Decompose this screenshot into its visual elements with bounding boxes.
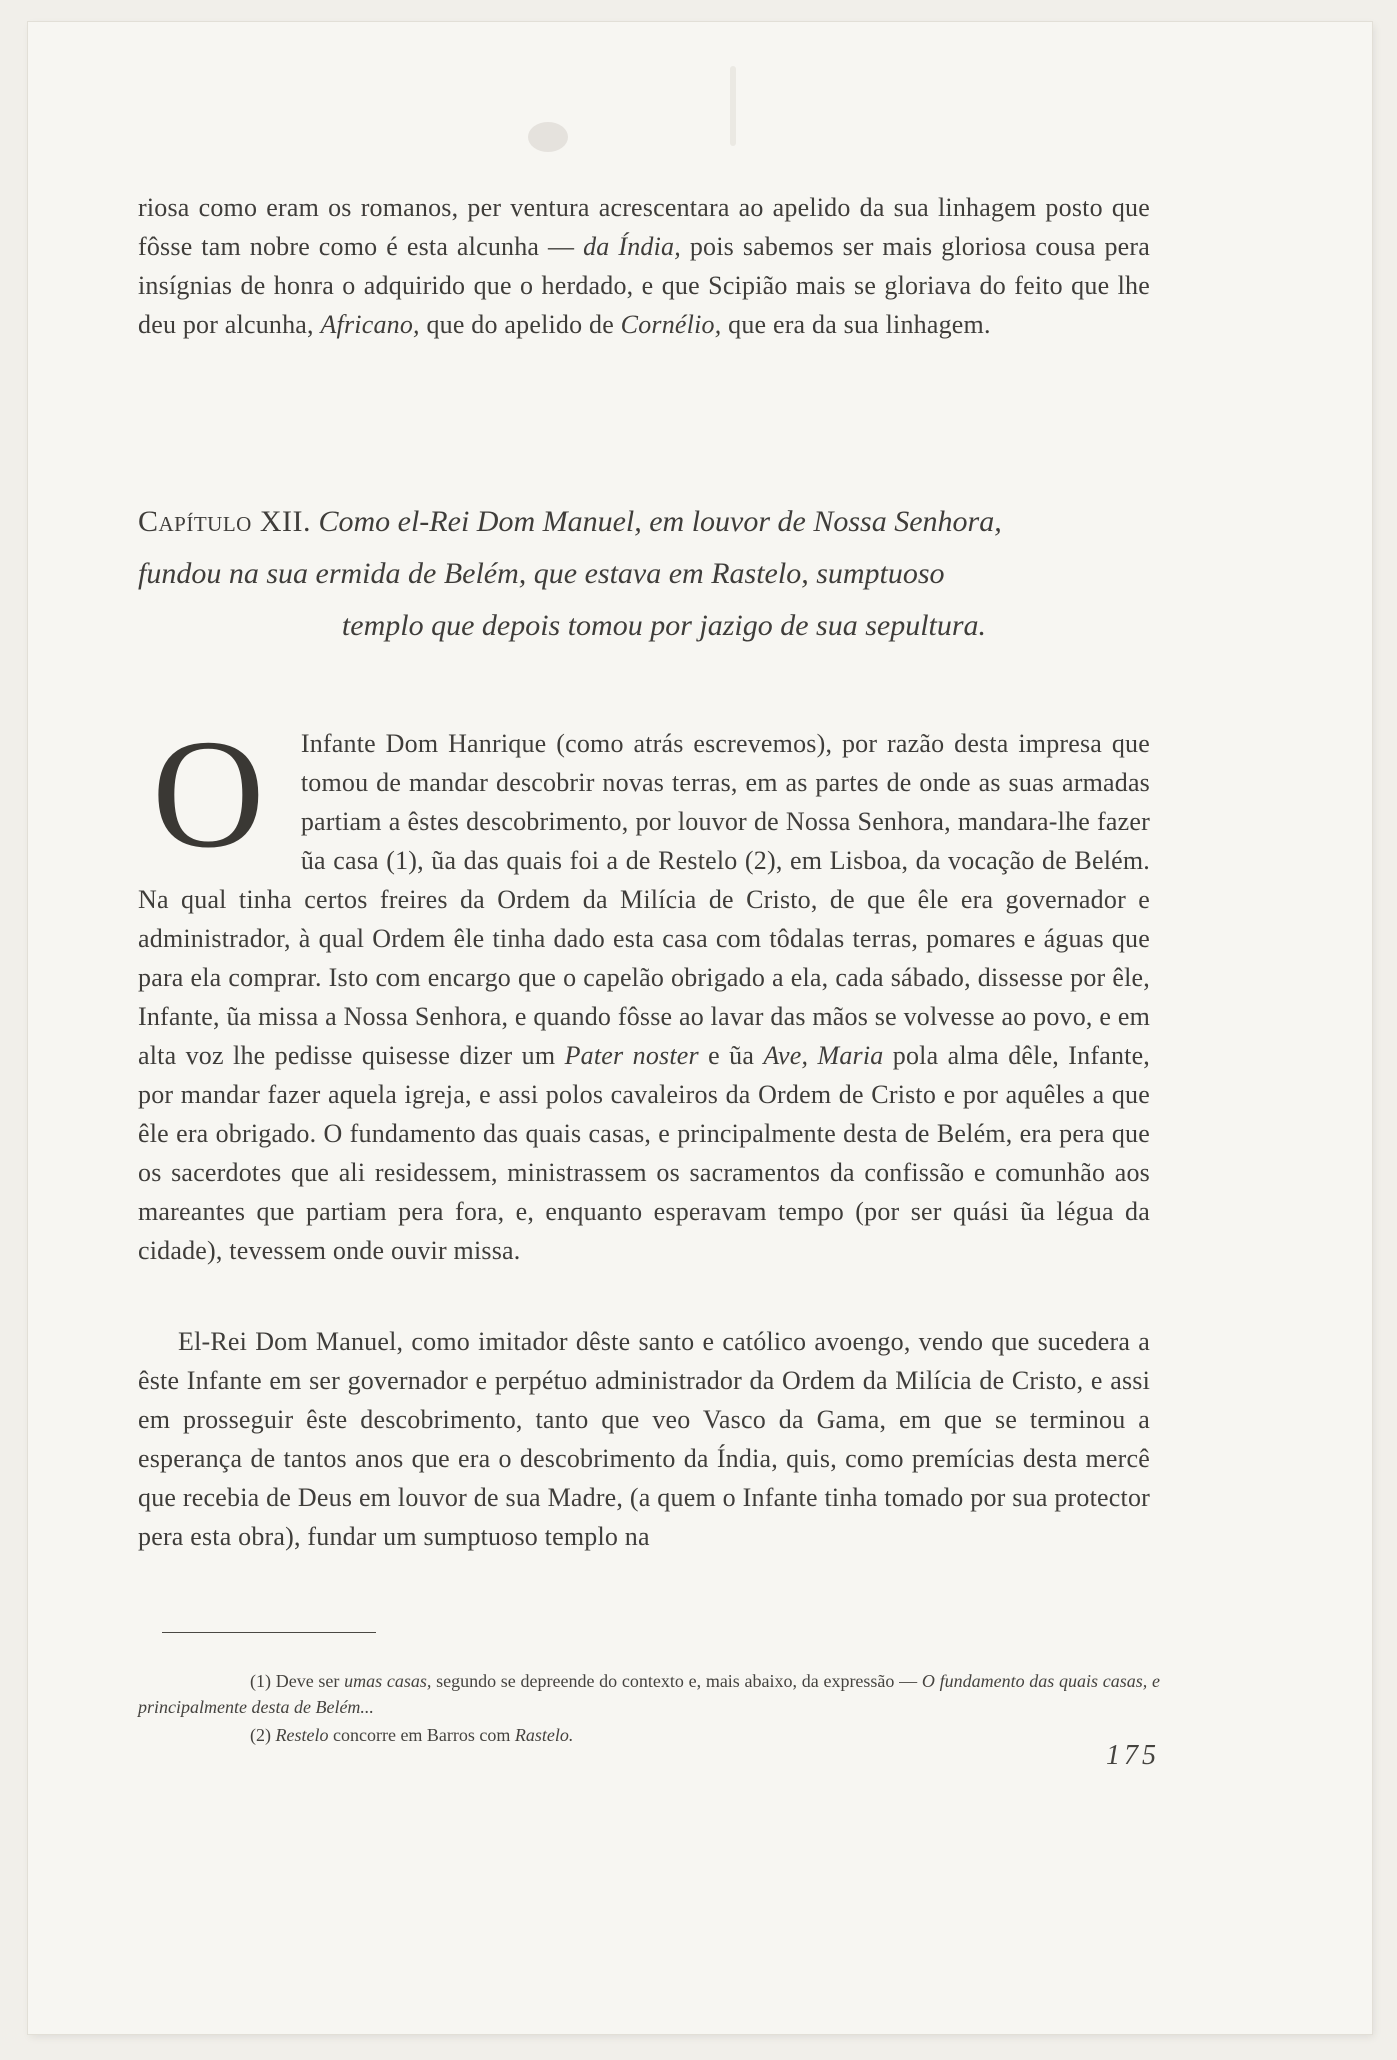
text-segment: pola alma dêle, Infante, por mandar fazer aquela igreja, e assi polos cavaleiros da Ordem de Cristo e por aquêles a que êle era obrigado. O fundamento das quais casas, e principalmente desta de Belém, era pera que os sacerdotes que ali residessem, ministrassem os sacramentos da confissão e comunhão aos mareantes que partiam pera fora, e, enquanto esperavam tempo (por ser quási ũa légua da cidade), tevessem onde ouvir missa. xyxy=(138,1041,1151,1265)
body-paragraph xyxy=(138,707,1151,1270)
chapter-title-line3: templo que depois tomou por jazigo de sua sepultura. xyxy=(341,609,987,642)
drop-cap: O xyxy=(152,707,265,880)
footnote-2 xyxy=(250,1722,1150,1748)
body-paragraph: El-Rei Dom Manuel, como imitador dêste santo e católico avoengo, vendo que sucedera a êste Infante em ser governador e perpétuo administrador da Ordem da Milícia de Cristo, e assi em prosseguir êste descobrimento, tanto que veo Vasco da Gama, em que se terminou a esperança de tantos anos que era o descobrimento da Índia, quis, como premícias desta mercê que recebia de Deus em louvor de sua Madre, (a quem o Infante tinha tomado por sua protector pera esta obra), fundar um sumptuoso templo na xyxy=(138,1327,1150,1551)
text-segment: (1) Deve ser xyxy=(250,1671,345,1691)
chapter-title-line2: fundou na sua ermida de Belém, que estava em Rastelo, sumptuoso xyxy=(138,557,945,590)
footnote-divider xyxy=(162,1632,376,1633)
body-paragraph-continued xyxy=(138,188,1150,344)
italic-text: Africano, xyxy=(320,310,420,339)
italic-text: Cornélio, xyxy=(620,310,722,339)
page-number: 175 xyxy=(1106,1740,1160,1771)
chapter-label: Capítulo XII. xyxy=(138,505,311,538)
footnote-1 xyxy=(138,1668,1160,1720)
chapter-heading xyxy=(138,496,1150,652)
text-segment: segundo se depreende do contexto e, mais abaixo, da expressão — xyxy=(431,1671,922,1691)
italic-text: Ave, Maria xyxy=(763,1041,884,1070)
text-segment: (2) xyxy=(250,1725,276,1745)
italic-text: O fundamento das quais casas, e principalmente desta de Belém... xyxy=(138,1671,1160,1717)
chapter-title-line1: Como el-Rei Dom Manuel, em louvor de Nossa Senhora, xyxy=(318,505,1002,538)
text-segment: Infante Dom Hanrique (como atrás escrevemos), por razão desta impresa que tomou de mandar descobrir novas terras, em as partes de onde as suas armadas partiam a êstes descobrimento, por louvor de Nossa Senhora, mandara-lhe fazer ũa casa (1), ũa das quais foi a de Restelo (2), em Lisboa, da vocação de Belém. Na qual tinha certos freires da Ordem da Milícia de Cristo, de que êle era governador e administrador, à qual Ordem êle tinha dado esta casa com tôdalas terras, pomares e águas que para ela comprar. Isto com encargo que o capelão obrigado a ela, cada sábado, dissesse por êle, Infante, ũa missa a Nossa Senhora, e quando fôsse ao lavar das mãos se volvesse ao povo, e em alta voz lhe pedisse quisesse dizer um xyxy=(138,729,1150,1070)
text-segment: pois sabemos ser mais gloriosa cousa pera insígnias de honra o adquirido que o herdado, e que Scipião mais se gloriava do feito que lhe deu por alcunha, xyxy=(138,232,1151,339)
italic-text: umas casas, xyxy=(344,1671,432,1691)
italic-text: da Índia, xyxy=(583,232,681,261)
italic-text: Restelo xyxy=(275,1725,329,1745)
paper-stain xyxy=(528,122,568,152)
italic-text: Pater noster xyxy=(564,1041,699,1070)
text-segment: que do apelido de xyxy=(419,310,621,339)
text-segment: e ũa xyxy=(698,1041,764,1070)
italic-text: Rastelo. xyxy=(514,1725,574,1745)
text-segment: que era da sua linhagem. xyxy=(721,310,991,339)
paper-stain xyxy=(730,66,736,146)
text-segment: riosa como eram os romanos, per ventura acrescentara ao apelido da sua linhagem posto que fôsse tam nobre como é esta alcunha — xyxy=(138,193,1150,261)
text-segment: concorre em Barros com xyxy=(328,1725,515,1745)
